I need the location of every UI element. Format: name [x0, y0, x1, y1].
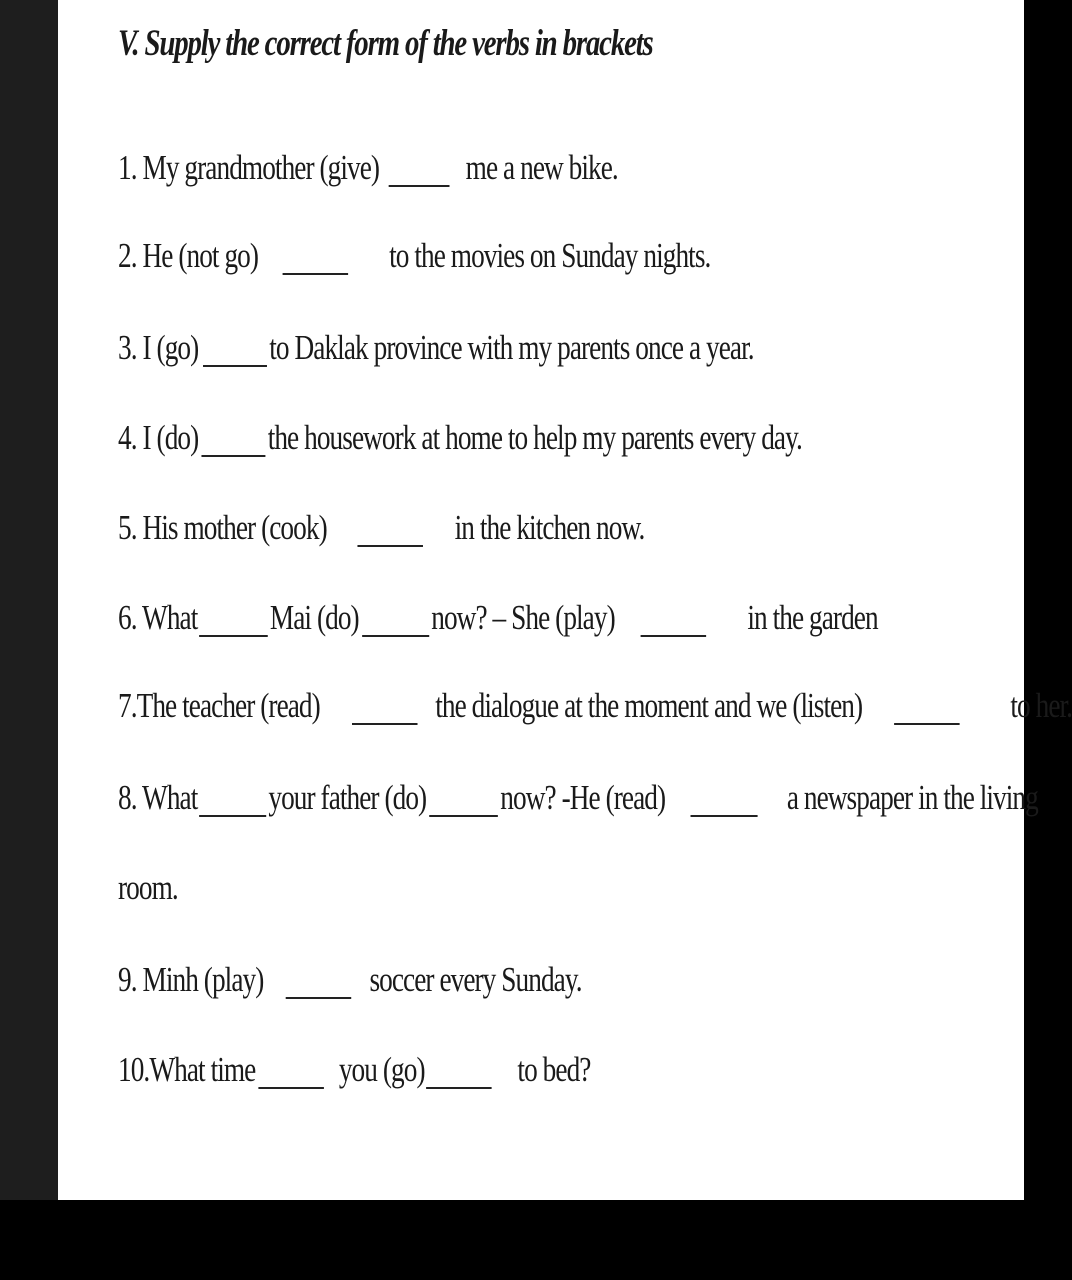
exercise-item-4: 4. I (do) the housework at home to help my parents every day.	[118, 418, 802, 457]
exercise-item-8: 8. What your father (do) now? -He (read) a newspaper in the living	[118, 778, 1038, 817]
answer-blank[interactable]	[203, 365, 267, 367]
answer-blank[interactable]	[282, 273, 348, 275]
exercise-item-3: 3. I (go) to Daklak province with my parents once a year.	[118, 328, 754, 367]
answer-blank[interactable]	[429, 815, 498, 817]
answer-blank[interactable]	[894, 723, 960, 725]
answer-blank[interactable]	[201, 455, 265, 457]
answer-blank[interactable]	[362, 635, 429, 637]
exercise-item-10: 10.What time you (go) to bed?	[118, 1050, 591, 1089]
exercise-title: V. Supply the correct form of the verbs in brackets	[118, 23, 653, 64]
exercise-item-9: 9. Minh (play) soccer every Sunday.	[118, 960, 582, 999]
exercise-item-6: 6. What Mai (do) now? – She (play) in the garden	[118, 598, 878, 637]
answer-blank[interactable]	[357, 545, 423, 547]
exercise-item-7: 7.The teacher (read) the dialogue at the moment and we (listen) to her.	[118, 686, 1072, 725]
bottom-dark-bar	[0, 1200, 1024, 1280]
answer-blank[interactable]	[640, 635, 706, 637]
answer-blank[interactable]	[286, 997, 352, 999]
answer-blank[interactable]	[388, 185, 449, 187]
exercise-item-2: 2. He (not go) to the movies on Sunday nights.	[118, 236, 711, 275]
answer-blank[interactable]	[199, 815, 266, 817]
answer-blank[interactable]	[352, 723, 418, 725]
exercise-item-5: 5. His mother (cook) in the kitchen now.	[118, 508, 645, 547]
left-dark-margin	[0, 0, 58, 1280]
answer-blank[interactable]	[199, 635, 268, 637]
answer-blank[interactable]	[691, 815, 758, 817]
answer-blank[interactable]	[258, 1087, 324, 1089]
exercise-item-8-continued: room.	[118, 868, 178, 907]
answer-blank[interactable]	[426, 1087, 492, 1089]
exercise-item-1: 1. My grandmother (give) me a new bike.	[118, 148, 618, 187]
